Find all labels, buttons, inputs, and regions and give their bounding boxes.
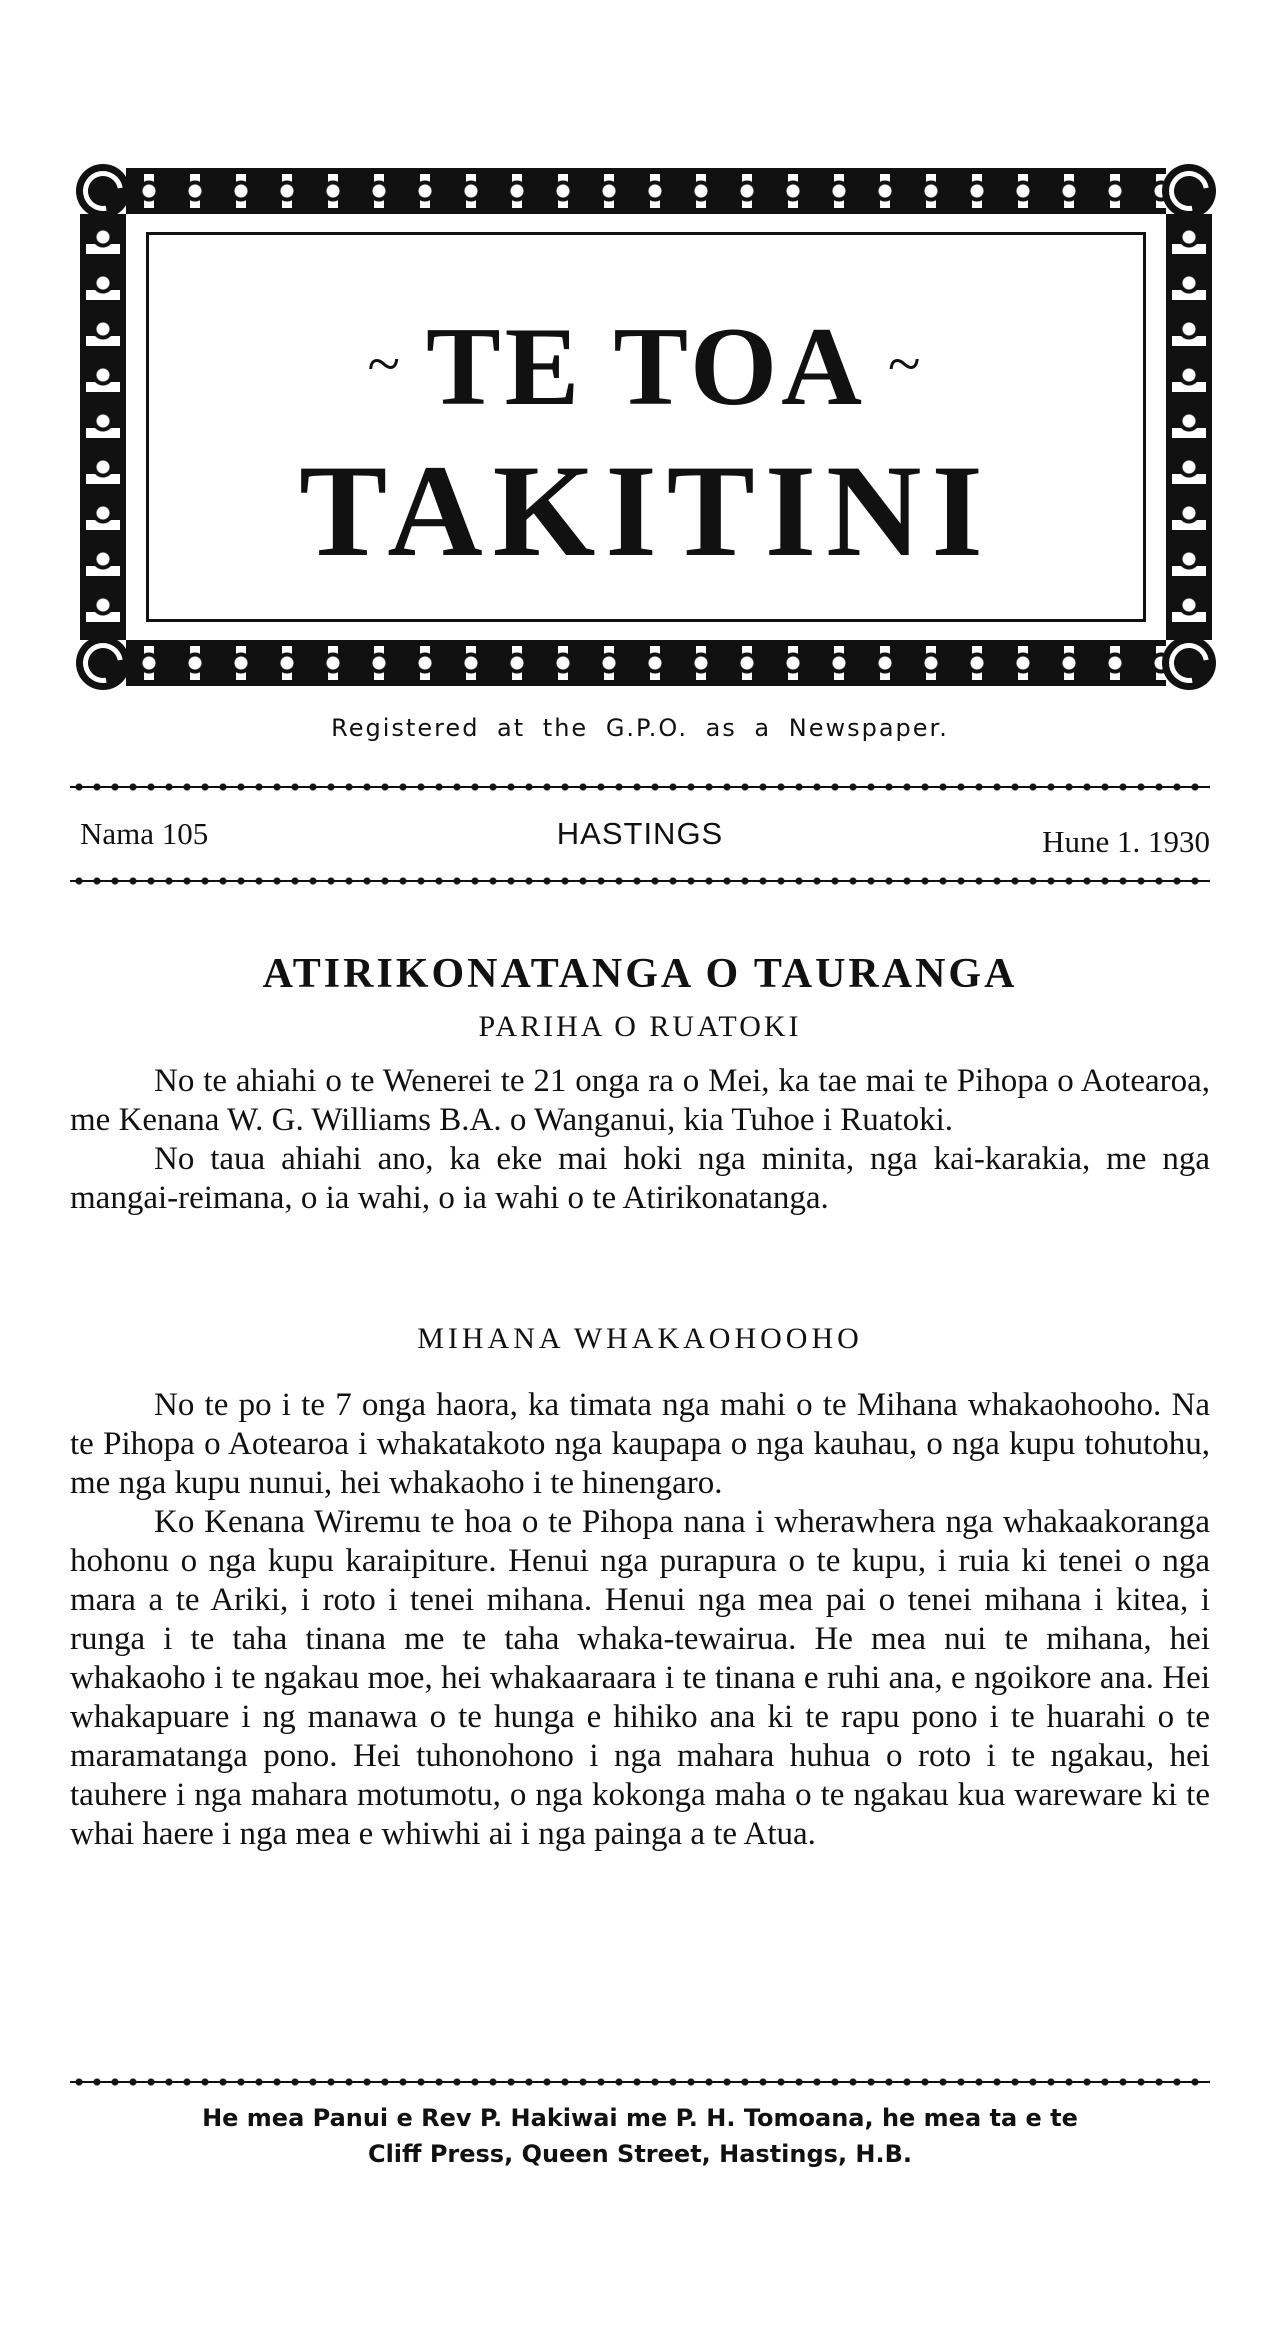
article-body-intro: [70, 1062, 1210, 1218]
ornamental-border-right: [1166, 214, 1212, 640]
ornamental-border-top: [126, 168, 1166, 214]
newspaper-title-line-2: TAKITINI: [299, 437, 993, 584]
ornamental-border-left: [80, 214, 126, 640]
paragraph: Ko Kenana Wiremu te hoa o te Pihopa nana i wherawhera nga whakaakoranga hohonu o nga kupu karaipiture. Henui nga purapura o te kupu, i ruia ki tenei o nga mara a te Ariki, i roto i tenei mihana. Henui nga mea pai o tenei mihana i kitea, i runga i te taha tinana me te taha whaka-tewairua. He mea nui te mihana, hei whakaoho i te ngakau moe, hei whakaaraara i te tinana e ruhi ana, e ngoikore ana. Hei whakapuare i ng manawa o te hunga e hihiko ana ki te rapu pono i te huarahi o te maramatanga pono. Hei tuhonohono i nga mahara huhua o roto i te ngakau, hei tauhere i nga mahara motumotu, o nga kokonga maha o te ngakau kua wareware ki te whai haere i nga mea e whiwhi ai i nga painga a te Atua.: [70, 1504, 1210, 1852]
corner-ornament-icon: [76, 636, 130, 690]
article-subhead: PARIHA O RUATOKI: [478, 1010, 802, 1043]
footer-line-2: Cliff Press, Queen Street, Hastings, H.B.: [367, 2140, 913, 2168]
issue-date: Hune 1. 1930: [1042, 824, 1210, 859]
ornamental-border-bottom: [126, 640, 1166, 686]
swirl-ornament-icon: ~: [367, 331, 404, 398]
corner-ornament-icon: [76, 164, 130, 218]
title-text-1: TE TOA: [425, 305, 867, 429]
dotted-rule: [70, 782, 1210, 792]
dotted-rule: [70, 2077, 1210, 2087]
paragraph: No te ahiahi o te Wenerei te 21 onga ra o Mei, ka tae mai te Pihopa o Aotearoa, me Kenana W. G. Williams B.A. o Wanganui, kia Tuhoe i Ruatoki.: [70, 1063, 1210, 1138]
issue-number: Nama 105: [80, 816, 209, 851]
issue-line: [70, 812, 1210, 862]
swirl-ornament-icon: ~: [888, 331, 925, 398]
section-heading: MIHANA WHAKAOHOOHO: [417, 1322, 863, 1355]
corner-ornament-icon: [1162, 164, 1216, 218]
article-headline: ATIRIKONATANGA O TAURANGA: [262, 951, 1018, 997]
issue-place: HASTINGS: [556, 816, 724, 851]
registration-notice: Registered at the G.P.O. as a Newspaper.: [331, 714, 949, 742]
masthead: [80, 168, 1212, 686]
publisher-footer: [40, 2100, 1240, 2172]
dotted-rule: [70, 876, 1210, 886]
corner-ornament-icon: [1162, 636, 1216, 690]
paragraph: No taua ahiahi ano, ka eke mai hoki nga minita, nga kai-karakia, me nga mangai-reimana, o ia wahi, o ia wahi o te Atirikonatanga.: [70, 1141, 1210, 1216]
newspaper-title-line-1: [149, 305, 1143, 429]
paragraph: No te po i te 7 onga haora, ka timata nga mahi o te Mihana whakaohooho. Na te Pihopa o Aotearoa i whakatakoto nga kaupapa o nga kauhau, o nga kupu tohutohu, me nga kupu nunui, hei whakaoho i te hinengaro.: [70, 1387, 1210, 1501]
footer-line-1: He mea Panui e Rev P. Hakiwai me P. H. Tomoana, he mea ta e te: [202, 2104, 1078, 2132]
article-body-mission: [70, 1386, 1210, 1854]
masthead-inner-frame: [146, 232, 1146, 622]
